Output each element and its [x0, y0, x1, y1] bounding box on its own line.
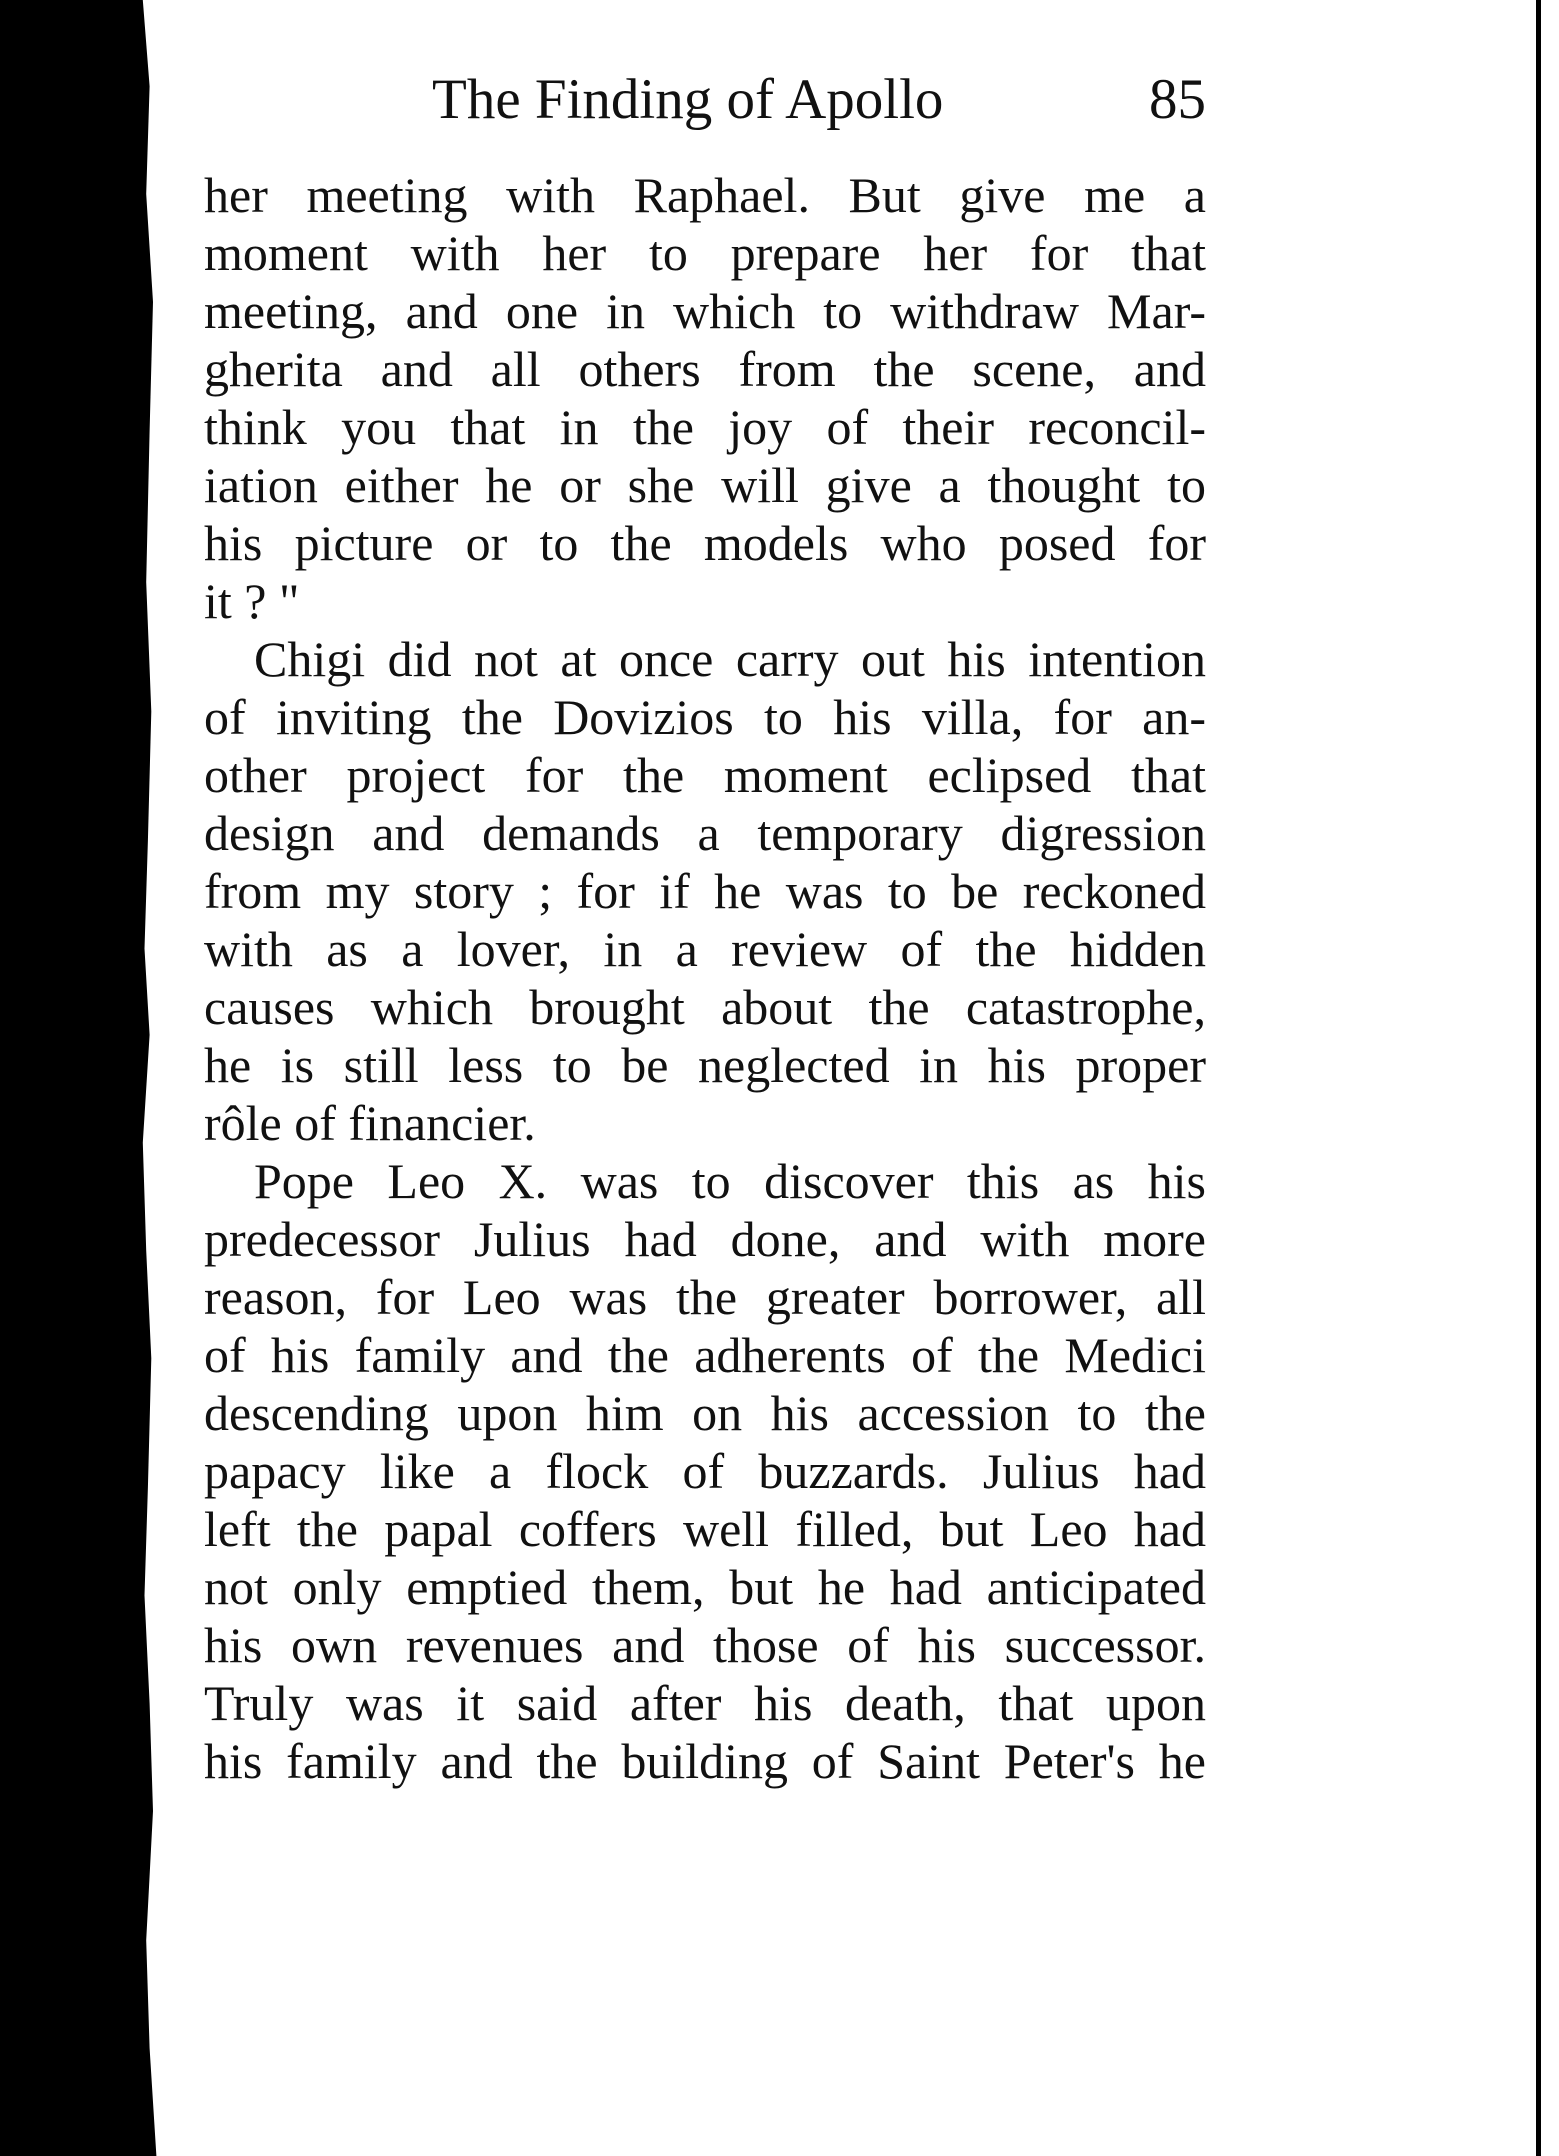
text-line: moment with her to prepare her for that — [204, 225, 1206, 281]
text-line: his picture or to the models who posed for — [204, 515, 1206, 571]
text-line: he is still less to be neglected in his proper — [204, 1037, 1206, 1093]
text-line: gherita and all others from the scene, and — [204, 341, 1206, 397]
page-number: 85 — [1149, 68, 1206, 131]
text-line: predecessor Julius had done, and with more — [204, 1211, 1206, 1267]
text-line: Chigi did not at once carry out his intention — [254, 631, 1206, 687]
text-line: of his family and the adherents of the Medici — [204, 1327, 1206, 1383]
text-line: Pope Leo X. was to discover this as his — [254, 1153, 1206, 1209]
text-line: meeting, and one in which to withdraw Mar- — [204, 283, 1206, 339]
text-line: rôle of financier. — [204, 1095, 536, 1151]
body-text — [204, 166, 1206, 1790]
text-line: her meeting with Raphael. But give me a — [204, 167, 1206, 223]
text-line: his own revenues and those of his successor. — [204, 1617, 1206, 1673]
text-line: from my story ; for if he was to be reckoned — [204, 863, 1206, 919]
paragraph-3 — [204, 1152, 1206, 1790]
paragraph-2 — [204, 630, 1206, 1152]
text-line: it ? " — [204, 573, 300, 629]
text-line: not only emptied them, but he had anticipated — [204, 1559, 1206, 1615]
text-line: his family and the building of Saint Peter's he — [204, 1733, 1206, 1789]
paragraph-1 — [204, 166, 1206, 630]
text-line: descending upon him on his accession to the — [204, 1385, 1206, 1441]
text-line: reason, for Leo was the greater borrower, all — [204, 1269, 1206, 1325]
scan-right-edge — [1536, 0, 1541, 2156]
scan-left-shadow — [0, 0, 170, 2156]
text-line: of inviting the Dovizios to his villa, for an- — [204, 689, 1206, 745]
text-line: left the papal coffers well filled, but Leo had — [204, 1501, 1206, 1557]
text-line: think you that in the joy of their reconcil- — [204, 399, 1206, 455]
running-title: The Finding of Apollo — [432, 68, 944, 131]
text-line: papacy like a flock of buzzards. Julius had — [204, 1443, 1206, 1499]
text-line: causes which brought about the catastrophe, — [204, 979, 1206, 1035]
running-head — [204, 52, 1206, 142]
text-line: other project for the moment eclipsed that — [204, 747, 1206, 803]
text-line: Truly was it said after his death, that upon — [204, 1675, 1206, 1731]
text-line: design and demands a temporary digression — [204, 805, 1206, 861]
text-line: with as a lover, in a review of the hidden — [204, 921, 1206, 977]
text-line: iation either he or she will give a thought to — [204, 457, 1206, 513]
